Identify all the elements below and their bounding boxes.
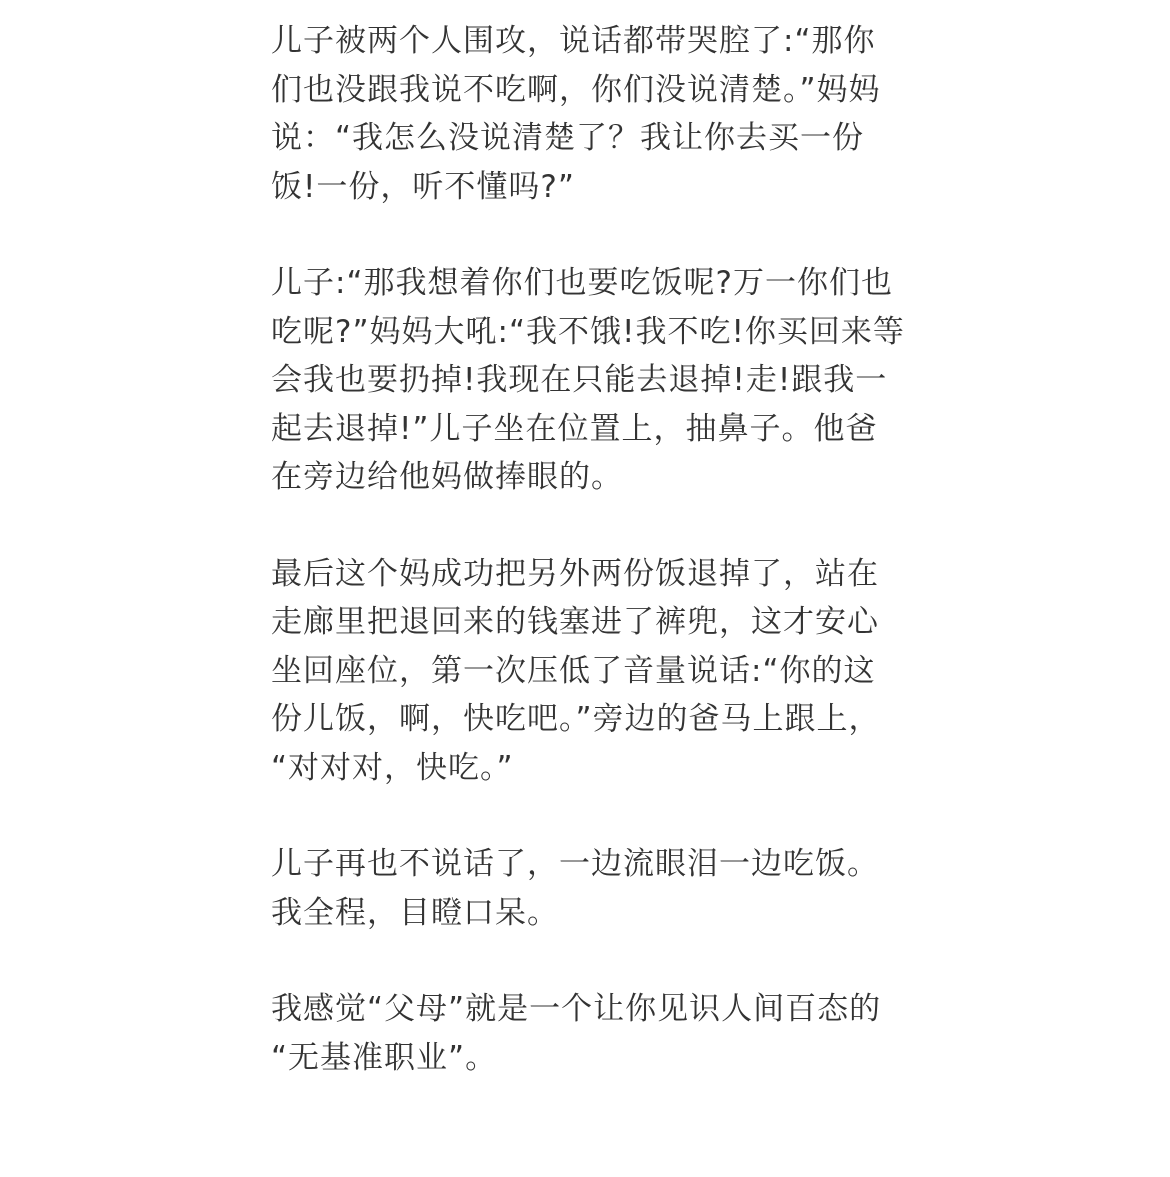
paragraph-3 (271, 550, 901, 793)
text-line: 儿子:“那我想着你们也要吃饭呢?万一你们也 (271, 265, 893, 301)
paragraph-1 (271, 17, 901, 211)
text-line: 吃呢?”妈妈大吼:“我不饿!我不吃!你买回来等 (271, 313, 905, 350)
paragraph-2 (271, 259, 905, 502)
text-line: 儿子再也不说话了，一边流眼泪一边吃饭。 (271, 846, 879, 882)
text-line: 们也没跟我说不吃啊，你们没说清楚。”妈妈 (271, 71, 881, 108)
text-line: 起去退掉!”儿子坐在位置上，抽鼻子。他爸 (271, 410, 878, 447)
text-line: 走廊里把退回来的钱塞进了裤兜，这才安心 (271, 604, 879, 640)
text-line: 儿子被两个人围攻，说话都带哭腔了:“那你 (271, 23, 876, 59)
paragraph-5 (271, 985, 901, 1082)
text-line: 最后这个妈成功把另外两份饭退掉了，站在 (271, 555, 879, 592)
article-body (271, 17, 905, 1130)
text-line: 在旁边给他妈做捧眼的。 (271, 459, 623, 495)
paragraph-4 (271, 840, 901, 937)
text-line: 会我也要扔掉!我现在只能去退掉!走!跟我一 (271, 362, 888, 398)
text-line: 我感觉“父母”就是一个让你见识人间百态的 (271, 991, 882, 1027)
text-line: “无基准职业”。 (271, 1039, 498, 1076)
text-line: “对对对，快吃。” (271, 749, 514, 786)
text-line: 我全程，目瞪口呆。 (271, 894, 559, 931)
text-line: 份儿饭，啊，快吃吧。”旁边的爸马上跟上， (271, 701, 881, 737)
text-line: 说：“我怎么没说清楚了？我让你去买一份 (271, 120, 865, 156)
text-line: 坐回座位，第一次压低了音量说话:“你的这 (271, 652, 876, 689)
text-line: 饭!一份，听不懂吗?” (271, 168, 575, 205)
